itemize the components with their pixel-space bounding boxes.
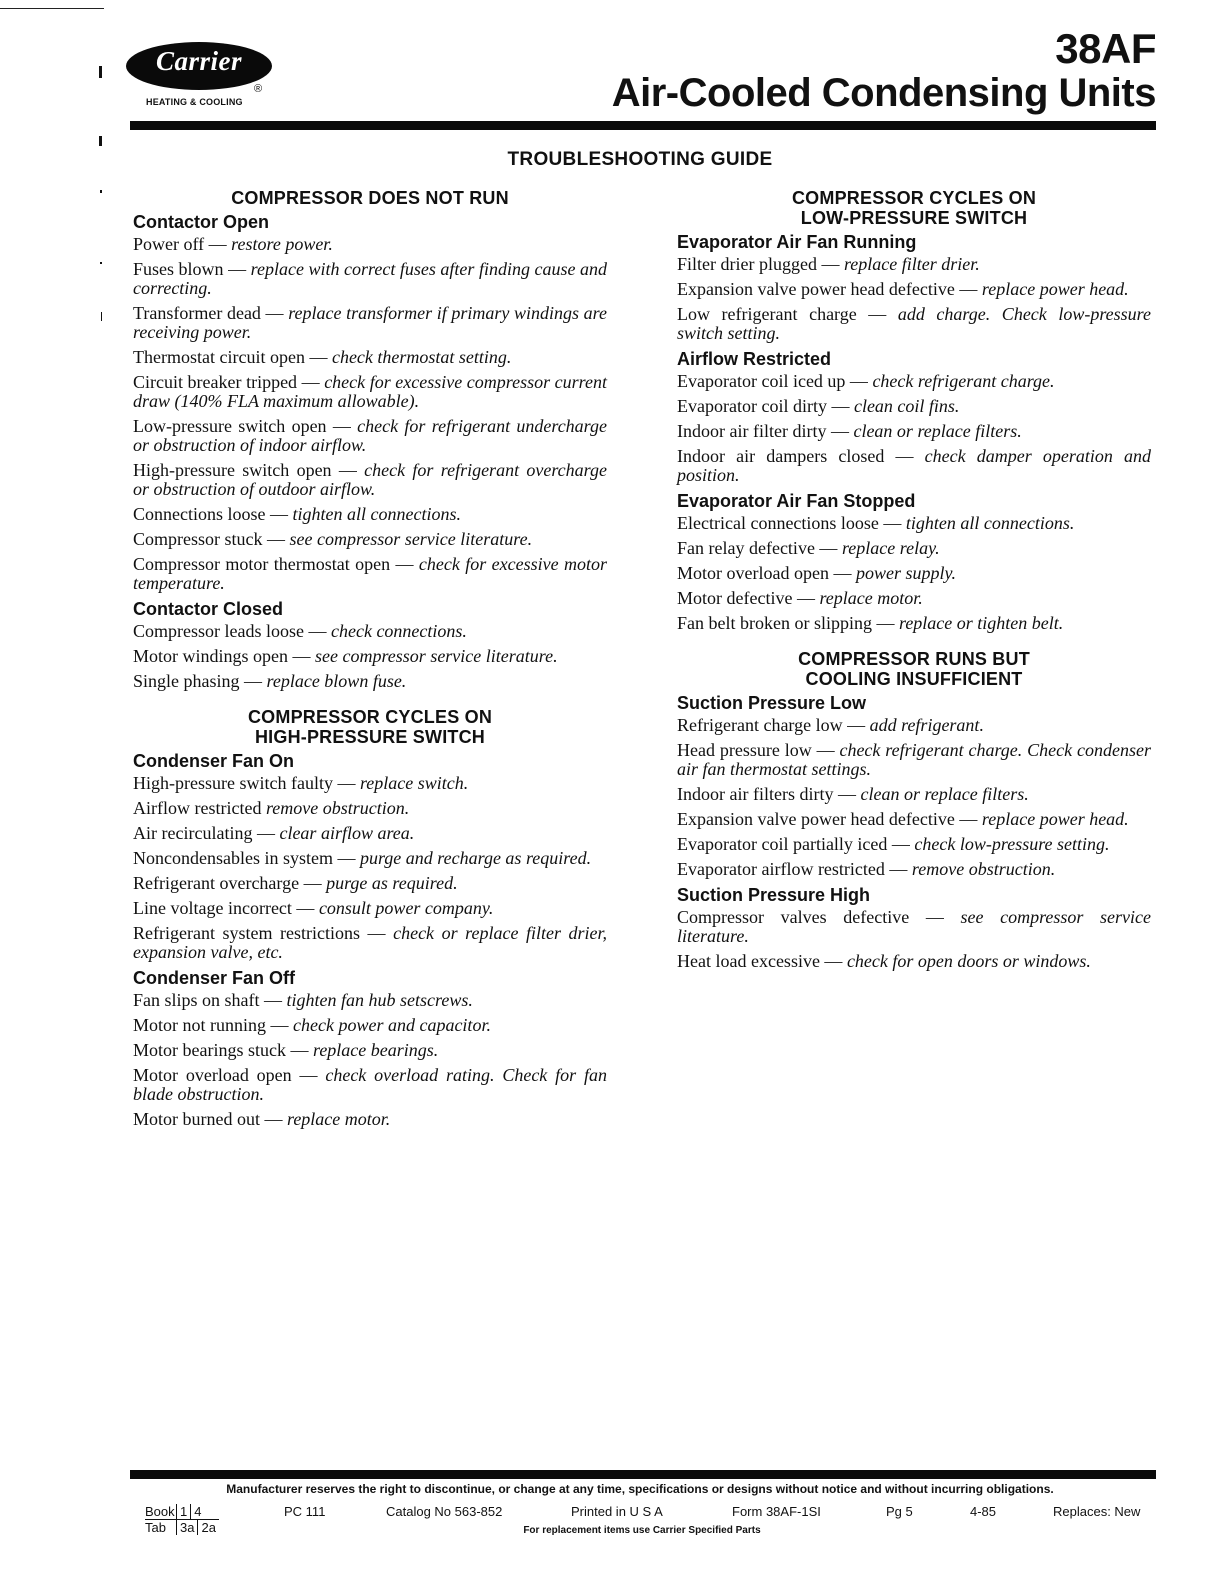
entry-remedy: clear airflow area. bbox=[279, 823, 415, 843]
troubleshooting-entry bbox=[677, 860, 1151, 879]
troubleshooting-entry bbox=[677, 589, 1151, 608]
entry-remedy: replace or tighten belt. bbox=[898, 613, 1064, 633]
troubleshooting-entry bbox=[133, 530, 607, 549]
entry-remedy: check connections. bbox=[330, 621, 467, 641]
troubleshooting-entry bbox=[133, 672, 607, 691]
entry-cause: High-pressure switch open — bbox=[133, 460, 357, 480]
entry-cause: Thermostat circuit open — bbox=[133, 347, 328, 367]
troubleshooting-entry bbox=[133, 774, 607, 793]
troubleshooting-entry bbox=[133, 555, 607, 593]
entry-remedy: replace motor. bbox=[286, 1109, 391, 1129]
carrier-logo bbox=[126, 42, 286, 110]
entry-cause: Refrigerant system restrictions — bbox=[133, 923, 386, 943]
footer-notice: Manufacturer reserves the right to discontinue, or change at any time, specifications or designs without notice and without incurring obligations. bbox=[226, 1482, 1054, 1496]
entry-cause: Noncondensables in system — bbox=[133, 848, 356, 868]
entry-cause: Motor overload open — bbox=[133, 1065, 318, 1085]
troubleshooting-entry bbox=[133, 899, 607, 918]
product-title: Air-Cooled Condensing Units bbox=[611, 71, 1156, 115]
troubleshooting-entry bbox=[677, 908, 1151, 946]
footer-replaces: Replaces: New bbox=[1053, 1504, 1141, 1519]
section-title: COMPRESSOR RUNS BUT COOLING INSUFFICIENT bbox=[798, 649, 1030, 689]
troubleshooting-entry bbox=[133, 373, 607, 411]
entry-cause: Motor overload open — bbox=[677, 563, 852, 583]
entry-cause: Indoor air filter dirty — bbox=[677, 421, 849, 441]
registered-mark: ® bbox=[254, 83, 263, 95]
troubleshooting-entry bbox=[677, 741, 1151, 779]
troubleshooting-entry bbox=[677, 422, 1151, 441]
entry-remedy: replace switch. bbox=[359, 773, 469, 793]
troubleshooting-entry bbox=[133, 1041, 607, 1060]
entry-cause: Refrigerant charge low — bbox=[677, 715, 866, 735]
entry-remedy: check for excessive motor temperature. bbox=[133, 554, 607, 593]
margin-mark bbox=[101, 312, 102, 321]
left-column bbox=[133, 188, 607, 1135]
entry-remedy: replace transformer if primary windings are receiving power. bbox=[133, 303, 608, 342]
subsection-title: Airflow Restricted bbox=[677, 349, 832, 369]
troubleshooting-entry bbox=[133, 260, 607, 298]
entry-remedy: purge and recharge as required. bbox=[359, 848, 592, 868]
troubleshooting-entry bbox=[133, 849, 607, 868]
troubleshooting-entry bbox=[133, 991, 607, 1010]
footer-rule bbox=[130, 1470, 1156, 1479]
entry-remedy: check for refrigerant undercharge or obstruction of indoor airflow. bbox=[133, 416, 608, 455]
entry-cause: Motor windings open — bbox=[133, 646, 311, 666]
troubleshooting-entry bbox=[677, 614, 1151, 633]
entry-remedy: see compressor service literature. bbox=[289, 529, 533, 549]
entry-remedy: consult power company. bbox=[318, 898, 494, 918]
entry-remedy: check for excessive compressor current draw (140% FLA maximum allowable). bbox=[133, 372, 607, 411]
book-label: Book bbox=[145, 1504, 175, 1519]
entry-cause: Low refrigerant charge — bbox=[677, 304, 887, 324]
subsection-title: Suction Pressure Low bbox=[677, 693, 867, 713]
subsection-title: Suction Pressure High bbox=[677, 885, 871, 905]
entry-cause: Evaporator coil iced up — bbox=[677, 371, 868, 391]
entry-cause: High-pressure switch faulty — bbox=[133, 773, 356, 793]
entry-cause: Heat load excessive — bbox=[677, 951, 843, 971]
entry-cause: Motor bearings stuck — bbox=[133, 1040, 309, 1060]
entry-cause: Low-pressure switch open — bbox=[133, 416, 351, 436]
header-rule bbox=[130, 121, 1156, 130]
entry-cause: Filter drier plugged — bbox=[677, 254, 840, 274]
subsection-title: Evaporator Air Fan Stopped bbox=[677, 491, 916, 511]
footer-catalog: Catalog No 563-852 bbox=[386, 1504, 503, 1519]
logo-brand-text: Carrier bbox=[155, 46, 243, 76]
entry-remedy: check or replace filter drier, expansion valve, etc. bbox=[133, 923, 607, 962]
troubleshooting-entry bbox=[677, 835, 1151, 854]
troubleshooting-entry bbox=[677, 255, 1151, 274]
entry-remedy: replace bearings. bbox=[312, 1040, 439, 1060]
troubleshooting-entry bbox=[677, 372, 1151, 391]
entry-remedy: replace power head. bbox=[981, 279, 1129, 299]
footer-printed: Printed in U S A bbox=[571, 1504, 663, 1519]
entry-cause: Power off — bbox=[133, 234, 227, 254]
troubleshooting-entry bbox=[133, 505, 607, 524]
footer-page: Pg 5 bbox=[886, 1504, 913, 1519]
tab-value: 2a bbox=[197, 1520, 218, 1535]
entry-cause: Air recirculating — bbox=[133, 823, 275, 843]
troubleshooting-entry bbox=[133, 924, 607, 962]
troubleshooting-entry bbox=[677, 447, 1151, 485]
entry-remedy: clean or replace filters. bbox=[853, 421, 1022, 441]
entry-remedy: purge as required. bbox=[326, 873, 458, 893]
troubleshooting-entry bbox=[133, 874, 607, 893]
entry-remedy: tighten fan hub setscrews. bbox=[286, 990, 473, 1010]
footer-pc: PC 111 bbox=[284, 1504, 326, 1519]
entry-cause: Compressor motor thermostat open — bbox=[133, 554, 414, 574]
top-left-rule bbox=[0, 8, 104, 9]
entry-remedy: check damper operation and position. bbox=[677, 446, 1152, 485]
book-value: 4 bbox=[190, 1504, 204, 1519]
entry-cause: Fuses blown — bbox=[133, 259, 247, 279]
entry-remedy: replace blown fuse. bbox=[266, 671, 407, 691]
entry-remedy: check overload rating. Check for fan blade obstruction. bbox=[133, 1065, 607, 1104]
entry-cause: Compressor leads loose — bbox=[133, 621, 327, 641]
entry-remedy: check refrigerant charge. bbox=[872, 371, 1055, 391]
troubleshooting-entry bbox=[133, 461, 607, 499]
entry-remedy: see compressor service literature. bbox=[677, 907, 1152, 946]
entry-cause: Airflow restricted bbox=[133, 798, 262, 818]
entry-remedy: check low-pressure setting. bbox=[914, 834, 1110, 854]
footer-form: Form 38AF-1SI bbox=[732, 1504, 821, 1519]
section-title: COMPRESSOR CYCLES ON HIGH-PRESSURE SWITCH bbox=[247, 707, 493, 747]
entry-cause: Indoor air dampers closed — bbox=[677, 446, 914, 466]
troubleshooting-entry bbox=[677, 952, 1151, 971]
troubleshooting-entry bbox=[677, 716, 1151, 735]
troubleshooting-entry bbox=[677, 397, 1151, 416]
troubleshooting-entry bbox=[133, 348, 607, 367]
margin-mark bbox=[99, 66, 102, 78]
entry-cause: Indoor air filters dirty — bbox=[677, 784, 856, 804]
entry-cause: Single phasing — bbox=[133, 671, 262, 691]
subsection-title: Condenser Fan Off bbox=[133, 968, 296, 988]
tab-value: 3a bbox=[176, 1520, 197, 1535]
subsection-title: Contactor Closed bbox=[133, 599, 284, 619]
logo-subtitle: HEATING & COOLING bbox=[146, 97, 243, 107]
entry-remedy: replace motor. bbox=[819, 588, 923, 608]
entry-remedy: remove obstruction. bbox=[911, 859, 1056, 879]
book-value: 1 bbox=[176, 1504, 190, 1519]
troubleshooting-entry bbox=[677, 539, 1151, 558]
footer-date: 4-85 bbox=[970, 1504, 997, 1519]
subsection-title: Contactor Open bbox=[133, 212, 270, 232]
entry-remedy: see compressor service literature. bbox=[315, 646, 558, 666]
troubleshooting-entry bbox=[677, 810, 1151, 829]
entry-remedy: remove obstruction. bbox=[265, 798, 410, 818]
entry-cause: Connections loose — bbox=[133, 504, 288, 524]
entry-cause: Expansion valve power head defective — bbox=[677, 279, 978, 299]
troubleshooting-entry bbox=[133, 799, 607, 818]
entry-remedy: check for open doors or windows. bbox=[846, 951, 1091, 971]
troubleshooting-entry bbox=[133, 304, 607, 342]
troubleshooting-entry bbox=[133, 1016, 607, 1035]
troubleshooting-entry bbox=[133, 1066, 607, 1104]
entry-remedy: replace power head. bbox=[981, 809, 1129, 829]
section-title: COMPRESSOR DOES NOT RUN bbox=[231, 188, 509, 208]
entry-cause: Head pressure low — bbox=[677, 740, 835, 760]
troubleshooting-entry bbox=[677, 514, 1151, 533]
entry-remedy: clean or replace filters. bbox=[860, 784, 1029, 804]
entry-cause: Evaporator coil dirty — bbox=[677, 396, 850, 416]
entry-remedy: tighten all connections. bbox=[292, 504, 461, 524]
entry-remedy: check for refrigerant overcharge or obstruction of outdoor airflow. bbox=[133, 460, 607, 499]
troubleshooting-entry bbox=[133, 824, 607, 843]
troubleshooting-entry bbox=[133, 417, 607, 455]
entry-cause: Evaporator coil partially iced — bbox=[677, 834, 910, 854]
entry-remedy: tighten all connections. bbox=[905, 513, 1075, 533]
entry-remedy: replace filter drier. bbox=[843, 254, 980, 274]
entry-cause: Evaporator airflow restricted — bbox=[677, 859, 908, 879]
subsection-title: Evaporator Air Fan Running bbox=[677, 232, 917, 252]
model-number: 38AF bbox=[1055, 25, 1156, 72]
subsection-title: Condenser Fan On bbox=[133, 751, 295, 771]
right-column bbox=[677, 188, 1151, 977]
entry-cause: Motor defective — bbox=[677, 588, 815, 608]
entry-cause: Refrigerant overcharge — bbox=[133, 873, 322, 893]
entry-remedy: clean coil fins. bbox=[853, 396, 960, 416]
entry-cause: Motor burned out — bbox=[133, 1109, 283, 1129]
margin-mark bbox=[100, 190, 102, 193]
troubleshooting-entry bbox=[133, 622, 607, 641]
margin-mark bbox=[100, 262, 102, 264]
entry-remedy: power supply. bbox=[855, 563, 956, 583]
entry-remedy: add charge. Check low-pressure switch setting. bbox=[677, 304, 1152, 343]
margin-mark bbox=[99, 136, 102, 146]
guide-title: TROUBLESHOOTING GUIDE bbox=[507, 149, 773, 170]
entry-cause: Compressor valves defective — bbox=[677, 907, 944, 927]
entry-cause: Line voltage incorrect — bbox=[133, 898, 315, 918]
troubleshooting-entry bbox=[677, 785, 1151, 804]
entry-cause: Circuit breaker tripped — bbox=[133, 372, 320, 392]
entry-cause: Fan belt broken or slipping — bbox=[677, 613, 895, 633]
entry-remedy: add refrigerant. bbox=[869, 715, 984, 735]
entry-cause: Motor not running — bbox=[133, 1015, 289, 1035]
entry-cause: Compressor stuck — bbox=[133, 529, 285, 549]
entry-remedy: check power and capacitor. bbox=[293, 1015, 491, 1035]
entry-remedy: check refrigerant charge. Check condenser air fan thermostat settings. bbox=[677, 740, 1151, 779]
troubleshooting-entry bbox=[677, 280, 1151, 299]
troubleshooting-entry bbox=[133, 1110, 607, 1129]
troubleshooting-entry bbox=[133, 647, 607, 666]
entry-cause: Electrical connections loose — bbox=[677, 513, 902, 533]
entry-remedy: replace relay. bbox=[841, 538, 940, 558]
entry-remedy: restore power. bbox=[231, 234, 333, 254]
entry-cause: Fan slips on shaft — bbox=[133, 990, 283, 1010]
entry-cause: Fan relay defective — bbox=[677, 538, 838, 558]
troubleshooting-entry bbox=[677, 564, 1151, 583]
entry-remedy: check thermostat setting. bbox=[331, 347, 512, 367]
troubleshooting-entry bbox=[677, 305, 1151, 343]
entry-cause: Transformer dead — bbox=[133, 303, 284, 323]
tab-label: Tab bbox=[145, 1520, 166, 1535]
footer-parts-note: For replacement items use Carrier Specified Parts bbox=[523, 1525, 761, 1536]
entry-remedy: replace with correct fuses after finding cause and correcting. bbox=[133, 259, 608, 298]
entry-cause: Expansion valve power head defective — bbox=[677, 809, 978, 829]
troubleshooting-entry bbox=[133, 235, 607, 254]
section-title: COMPRESSOR CYCLES ON LOW-PRESSURE SWITCH bbox=[791, 188, 1037, 228]
